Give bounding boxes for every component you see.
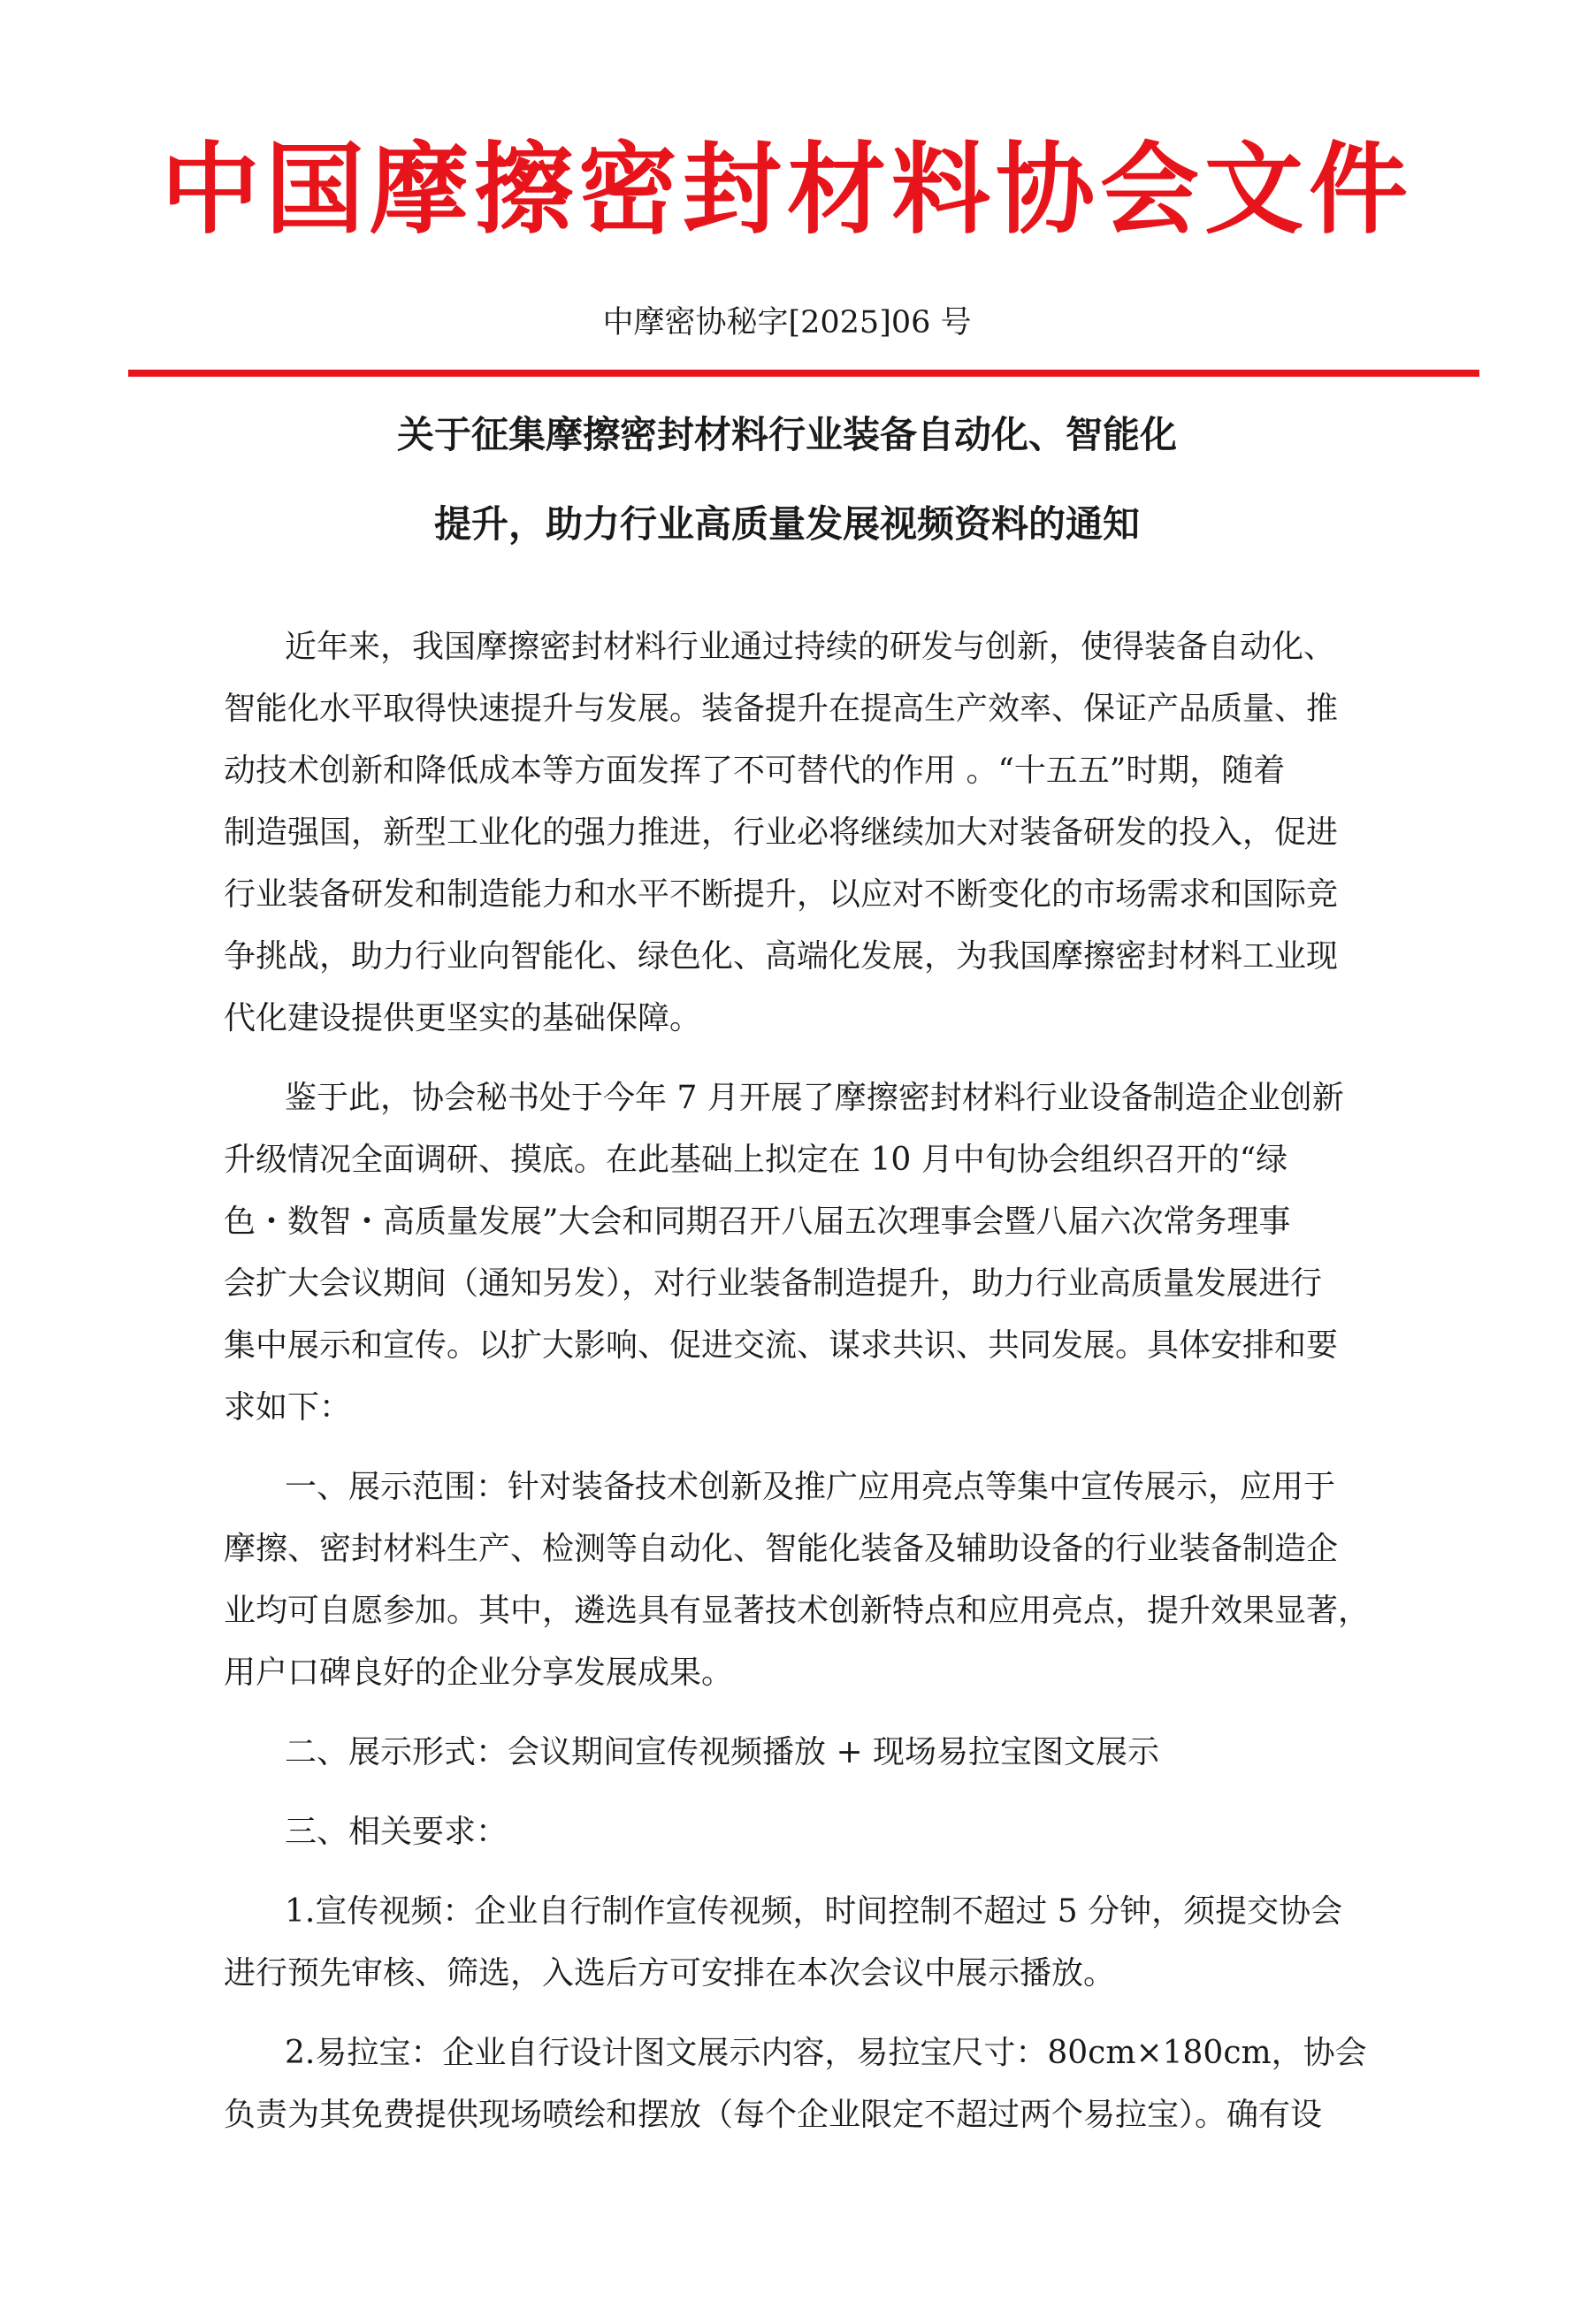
red-divider-line	[128, 370, 1479, 377]
body-line: 一、展示范围：针对装备技术创新及推广应用亮点等集中宣传展示，应用于	[285, 1469, 1336, 1505]
body-line: 会扩大会议期间（通知另发），对行业装备制造提升，助力行业高质量发展进行	[224, 1265, 1323, 1302]
body-line: 摩擦、密封材料生产、检测等自动化、智能化装备及辅助设备的行业装备制造企	[224, 1531, 1339, 1567]
body-line: 制造强国，新型工业化的强力推进，行业必将继续加大对装备研发的投入，促进	[224, 814, 1339, 851]
body-line: 集中展示和宣传。以扩大影响、促进交流、谋求共识、共同发展。具体安排和要	[224, 1327, 1339, 1364]
body-line: 升级情况全面调研、摸底。在此基础上拟定在 10 月中旬协会组织召开的“绿	[224, 1142, 1288, 1178]
body-line: 争挑战，助力行业向智能化、绿色化、高端化发展，为我国摩擦密封材料工业现	[224, 938, 1339, 975]
body-line: 进行预先审核、筛选，入选后方可安排在本次会议中展示播放。	[224, 1955, 1116, 1991]
body-line: 负责为其免费提供现场喷绘和摆放（每个企业限定不超过两个易拉宝）。确有设	[224, 2097, 1323, 2133]
body-line: 2.易拉宝：企业自行设计图文展示内容，易拉宝尺寸：80cm×180cm，协会	[285, 2035, 1367, 2071]
body-line: 动技术创新和降低成本等方面发挥了不可替代的作用 。“十五五”时期，随着	[224, 753, 1286, 789]
body-line: 业均可自愿参加。其中，遴选具有显著技术创新特点和应用亮点，提升效果显著，	[224, 1593, 1371, 1629]
notice-title-line-2: 提升，助力行业高质量发展视频资料的通知	[433, 502, 1140, 546]
org-title: 中国摩擦密封材料协会文件	[161, 133, 1413, 248]
body-line: 近年来，我国摩擦密封材料行业通过持续的研发与创新，使得装备自动化、	[285, 629, 1336, 665]
body-line: 智能化水平取得快速提升与发展。装备提升在提高生产效率、保证产品质量、推	[224, 691, 1339, 727]
body-line: 1.宣传视频：企业自行制作宣传视频，时间控制不超过 5 分钟，须提交协会	[285, 1893, 1343, 1930]
body-line: 求如下：	[224, 1389, 352, 1426]
body-line: 用户口碑良好的企业分享发展成果。	[224, 1655, 734, 1691]
body-line: 代化建设提供更坚实的基础保障。	[224, 1000, 702, 1036]
body-line: 三、相关要求：	[285, 1814, 508, 1850]
doc-number: 中摩密协秘字[2025]06 号	[602, 305, 972, 340]
notice-title-line-1: 关于征集摩擦密封材料行业装备自动化、智能化	[396, 413, 1177, 456]
body-line: 色・数智・高质量发展”大会和同期召开八届五次理事会暨八届六次常务理事	[224, 1204, 1291, 1240]
body-line: 二、展示形式：会议期间宣传视频播放 + 现场易拉宝图文展示	[285, 1734, 1160, 1770]
body-line: 鉴于此，协会秘书处于今年 7 月开展了摩擦密封材料行业设备制造企业创新	[285, 1080, 1344, 1116]
body-line: 行业装备研发和制造能力和水平不断提升，以应对不断变化的市场需求和国际竞	[224, 876, 1339, 913]
